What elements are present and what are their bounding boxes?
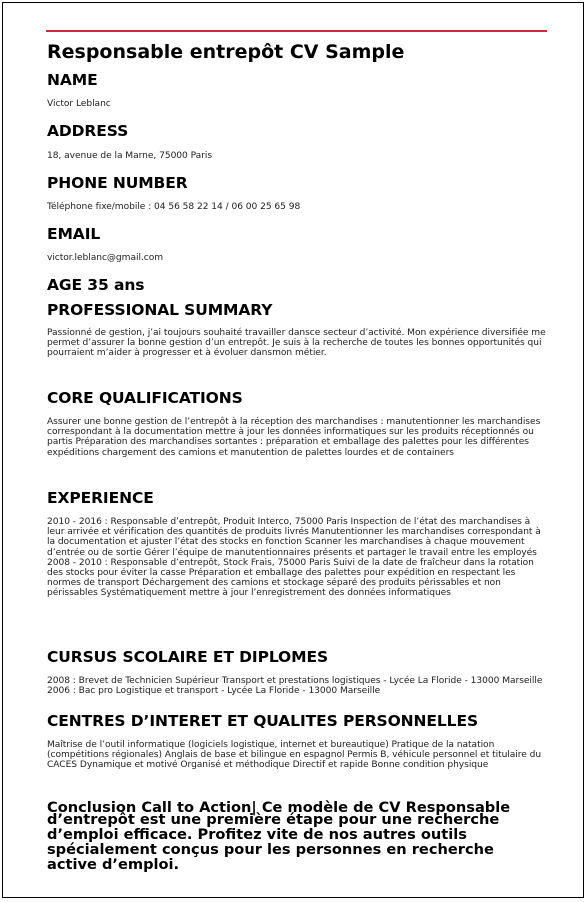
header-rule	[46, 30, 547, 32]
name-text: Victor Leblanc	[47, 99, 111, 109]
heading-experience: EXPERIENCE	[47, 489, 154, 507]
heading-qualifications: CORE QUALIFICATIONS	[47, 389, 243, 407]
heading-email: EMAIL	[47, 225, 101, 243]
education-text: 2008 : Brevet de Technicien Supérieur Transport et prestations logistiques - Lycée La Floride - 13000 Marseille 2006 : Bac pro Logistique et transport - Lycée La Floride - 13000 Marseille	[47, 676, 543, 697]
heading-interests: CENTRES D’INTERET ET QUALITES PERSONNELLES	[47, 712, 479, 730]
heading-age: AGE 35 ans	[47, 276, 145, 294]
cv-page	[2, 2, 584, 898]
summary-text: Passionné de gestion, j’ai toujours souhaité travailler dansce secteur d’activité. Mon expérience diversifiée me permet d’assurer la bonne gestion d’un entrepôt. Je suis à la recherche de toutes les bonnes opportunités qui pourraient m’aider à progresser et à évoluer dansmon métier.	[47, 328, 546, 359]
heading-summary: PROFESSIONAL SUMMARY	[47, 301, 273, 319]
conclusion-line-2: d’entrepôt est une première étape pour une recherche d’emploi efficace. Profitez vite de nos autres outils spécialement conçus pour les personnes en recherche active d’emploi.	[47, 811, 500, 873]
phone-text: Téléphone fixe/mobile : 04 56 58 22 14 / 06 00 25 65 98	[47, 202, 301, 212]
qualifications-text: Assurer une bonne gestion de l’entrepôt à la réception des marchandises : manutentionner les marchandises correspondant à la documentation mettre à jour les données informatiques sur les produits réceptionnés ou partis Préparation des marchandises sortantes : préparation et emballage des palettes pour les différentes expéditions chargement des camions et manutention de palettes lourdes et de containers	[47, 417, 541, 458]
conclusion-line-1: Conclusion Call to Action| Ce modèle de CV Responsable	[47, 799, 511, 816]
heading-phone: PHONE NUMBER	[47, 174, 188, 192]
interests-text: Maîtrise de l’outil informatique (logiciels logistique, internet et bureautique) Pratique de la natation (compétitions régionales) Anglais de base et bilingue en espagnol Permis B, véhicule personnel et titulaire du CACES Dynamique et motivé Organisé et méthodique Directif et rapide Bonne condition physique	[47, 740, 542, 771]
experience-text: 2010 - 2016 : Responsable d’entrepôt, Produit Interco, 75000 Paris Inspection de l’état des marchandises à leur arrivée et vérification des quantités de produits livrés Manutentionner les marchandises correspondant à la documentation et ajuster l’état des stocks en fonction Scanner les marchandises à chaque mouvement d’entrée ou de sortie Gérer l’équipe de manutentionnaires présents et partager le travail entre les employés 2008 - 2010 : Responsable d’entrepôt, Stock Frais, 75000 Paris Suivi de la date de fraîcheur dans la rotation des stocks pour éviter la casse Préparation et emballage des palettes pour expédition en respectant les normes de transport Déchargement des camions et stockage séparé des produits périssables et non périssables Systématiquement mettre à jour l’enregistrement des données informatiques	[47, 517, 541, 599]
heading-name: NAME	[47, 71, 98, 89]
address-text: 18, avenue de la Marne, 75000 Paris	[47, 151, 213, 161]
email-text: victor.leblanc@gmail.com	[47, 253, 164, 263]
heading-education: CURSUS SCOLAIRE ET DIPLOMES	[47, 648, 329, 666]
heading-address: ADDRESS	[47, 122, 129, 140]
page-title: Responsable entrepôt CV Sample	[47, 41, 405, 63]
